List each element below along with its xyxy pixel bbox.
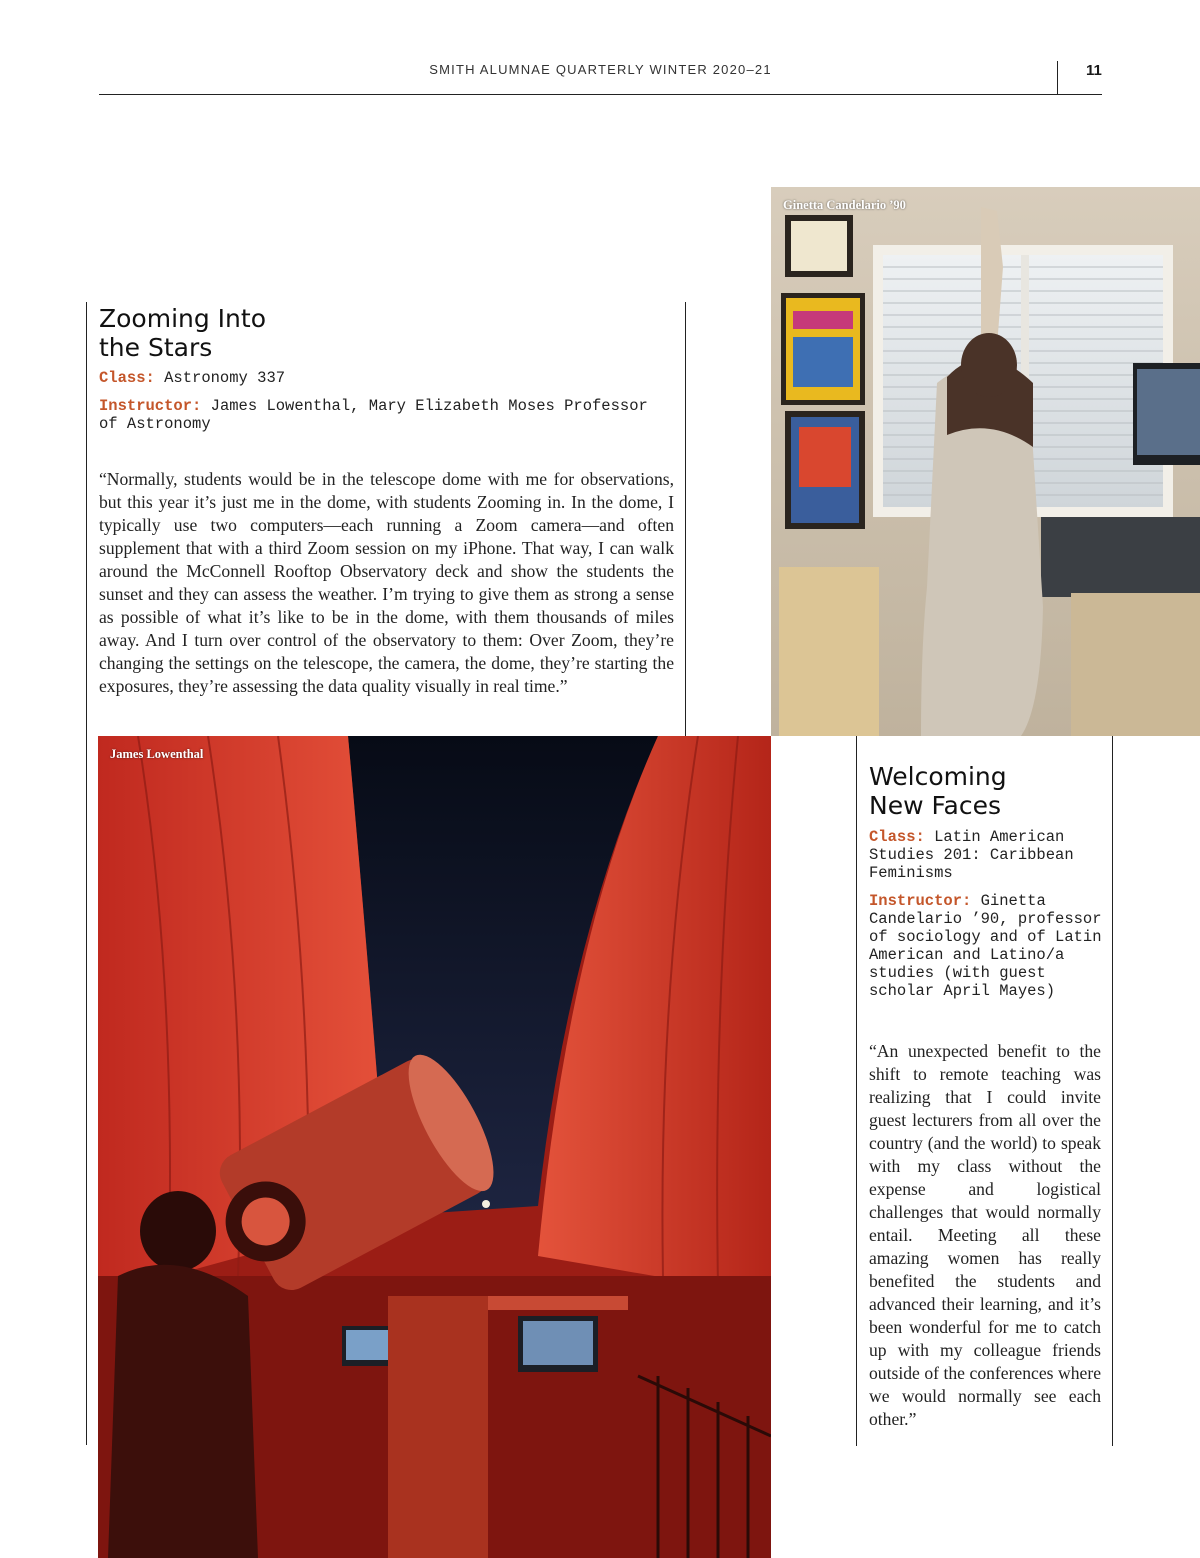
article2-class-label: Class: [869,828,925,846]
article2-title-line1: Welcoming [869,762,1007,791]
article1-class-value: Astronomy 337 [164,369,286,387]
column-rule-mid [685,302,686,736]
article1-title [99,304,659,362]
article1-instructor [99,397,674,433]
column-rule-right-outer [1112,736,1113,1446]
office-photo-credit: Ginetta Candelario ’90 [783,198,906,212]
running-header: SMITH ALUMNAE QUARTERLY WINTER 2020–21 [429,62,772,77]
dome-photo-credit: James Lowenthal [110,747,204,761]
article1-class-label: Class: [99,369,155,387]
header-rule [99,94,1102,95]
column-rule-right-inner [856,736,857,1446]
article2-title-line2: New Faces [869,791,1002,820]
column-rule-left [86,302,87,1445]
article2-instructor [869,892,1104,1000]
article2-instructor-value: Ginetta Candelario ’90, professor of sociology and of Latin American and Latino/a studies (with guest scholar April Mayes) [869,892,1102,1000]
article1-instructor-label: Instructor: [99,397,202,415]
article1-class [99,369,674,387]
article1-title-line2: the Stars [99,333,213,362]
header-divider [1057,61,1058,94]
office-photo-illustration [771,187,1200,736]
article2-instructor-label: Instructor: [869,892,972,910]
dome-photo [98,736,771,1558]
article1-quote: “Normally, students would be in the telescope dome with me for observations, but this year it’s just me in the dome, with students Zooming in. In the dome, I typically use two computers—each running a Zoom camera—and often supplement that with a third Zoom session on my iPhone. That way, I can walk around the McConnell Rooftop Observatory deck and show the students the sunset and they can assess the weather. I’m trying to give them as strong a sense as possible of what it’s like to be in the dome, with them thousands of miles away. And I turn over control of the observatory to them: Over Zoom, they’re changing the settings on the telescope, the camera, the dome, they’re starting the exposures, they’re assessing the data quality visually in real time.” [99,469,674,696]
office-photo [771,187,1200,736]
article2-class-value: Latin American Studies 201: Caribbean Feminisms [869,828,1074,882]
article2-quote: “An unexpected benefit to the shift to remote teaching was realizing that I could invite guest lecturers from all over the country (and the world) to speak with my class without the expense and logistical challenges that would normally entail. Meeting all these amazing women has really benefited the students and advanced their learning, and it’s been wonderful for me to catch up with my colleague friends outside of the conferences where we would normally see each other.” [869,1041,1101,1429]
article1-instructor-value: James Lowenthal, Mary Elizabeth Moses Professor of Astronomy [99,397,648,433]
article1-title-line1: Zooming Into [99,304,266,333]
article2-class [869,828,1104,882]
article2-title [869,762,1104,820]
page-number: 11 [1086,62,1102,79]
dome-photo-illustration [98,736,771,1558]
